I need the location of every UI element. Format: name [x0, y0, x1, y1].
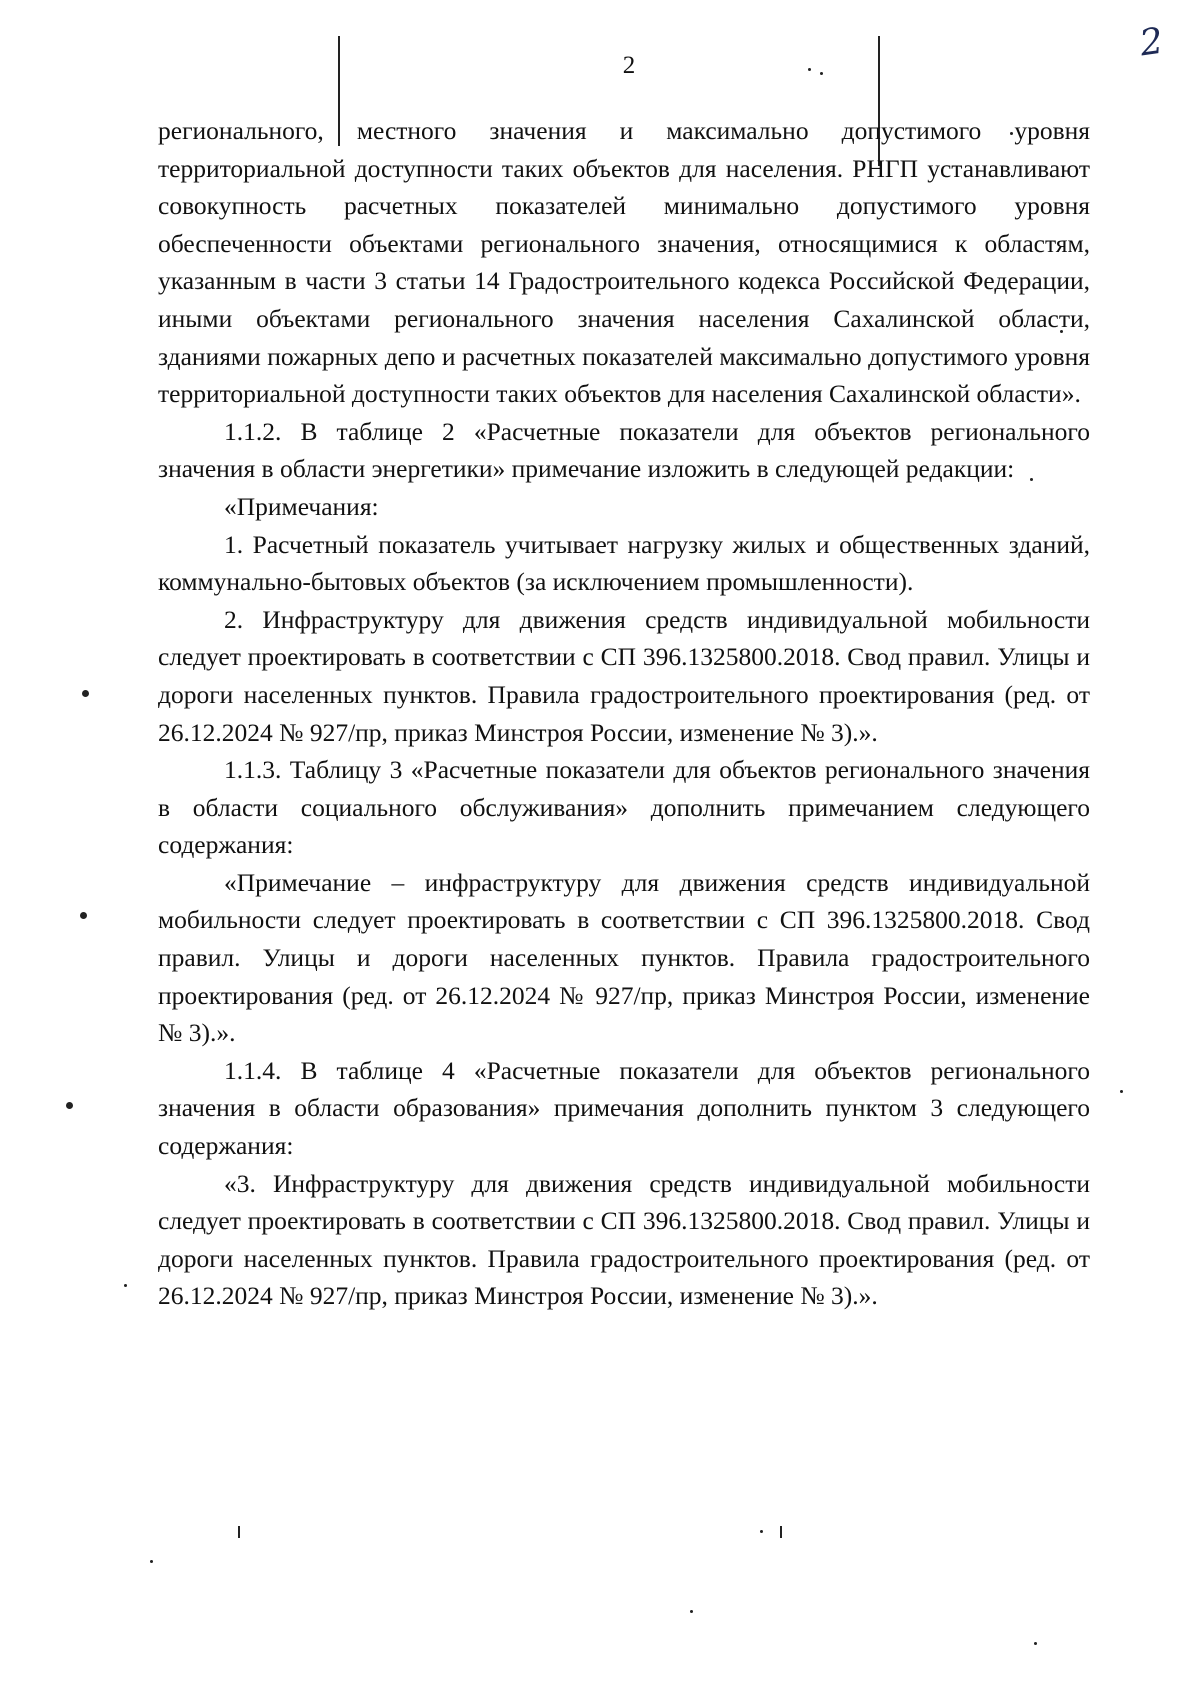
paragraph-item-1-1-4: 1.1.4. В таблице 4 «Расчетные показатели для объектов регионального значения в области образования» примечания дополнить пунктом 3 следующего содержания:	[158, 1055, 1090, 1161]
scan-speck	[80, 912, 87, 919]
scan-speck	[82, 690, 89, 697]
scan-speck	[820, 72, 823, 75]
scan-speck	[808, 68, 811, 71]
paragraph-note-3: «3. Инфраструктуру для движения средств индивидуальной мобильности следует проектировать в соответствии с СП 396.1325800.2018. Свод правил. Улицы и дороги населенных пунктов. Правила градостроительного проектирования (ред. от 26.12.2024 № 927/пр, приказ Минстроя России, изменение № 3).».	[158, 1168, 1090, 1311]
paragraph-item-1-1-2: 1.1.2. В таблице 2 «Расчетные показатели для объектов регионального значения в области энергетики» примечание изложить в следующей редакции:	[158, 416, 1090, 484]
scan-speck	[66, 1102, 73, 1109]
scan-speck	[124, 1284, 127, 1287]
scan-speck	[238, 1526, 240, 1538]
paragraph-notes-heading: «Примечания:	[224, 491, 379, 521]
paragraph-item-1-1-3: 1.1.3. Таблицу 3 «Расчетные показатели для объектов регионального значения в области социального обслуживания» дополнить примечанием следующего содержания:	[158, 755, 1090, 860]
scan-speck	[150, 1560, 153, 1563]
page-number: 2	[622, 52, 636, 79]
scan-speck	[1120, 1090, 1123, 1093]
paragraph-note-1: 1. Расчетный показатель учитывает нагрузку жилых и общественных зданий, коммунально-бытовых объектов (за исключением промышленности).	[158, 529, 1090, 597]
document-body	[158, 112, 1090, 1315]
scan-speck	[780, 1526, 782, 1538]
scan-speck	[1034, 1642, 1037, 1645]
scan-speck	[760, 1530, 763, 1533]
handwritten-page-mark: 2	[1137, 20, 1166, 65]
paragraph-note-table-3: «Примечание – инфраструктуру для движения средств индивидуальной мобильности следует проектировать в соответствии с СП 396.1325800.2018. Свод правил. Улицы и дороги населенных пунктов. Правила градостроительного проектирования (ред. от 26.12.2024 № 927/пр, приказ Минстроя России, изменение № 3).».	[158, 867, 1090, 1048]
paragraph-note-2: 2. Инфраструктуру для движения средств индивидуальной мобильности следует проектировать в соответствии с СП 396.1325800.2018. Свод правил. Улицы и дороги населенных пунктов. Правила градостроительного проектирования (ред. от 26.12.2024 № 927/пр, приказ Минстроя России, изменение № 3).».	[158, 604, 1090, 747]
scan-speck	[690, 1610, 693, 1613]
paragraph-continuation: регионального, местного значения и максимально допустимого уровня территориальной доступности таких объектов для населения. РНГП устанавливают совокупность расчетных показателей минимально допустимого уровня обеспеченности объектами регионального значения, относящимися к областям, указанным в части 3 статьи 14 Градостроительного кодекса Российской Федерации, иными объектами регионального значения населения Сахалинской области, зданиями пожарных депо и расчетных показателей максимально допустимого уровня территориальной доступности таких объектов для населения Сахалинской области».	[158, 116, 1090, 409]
